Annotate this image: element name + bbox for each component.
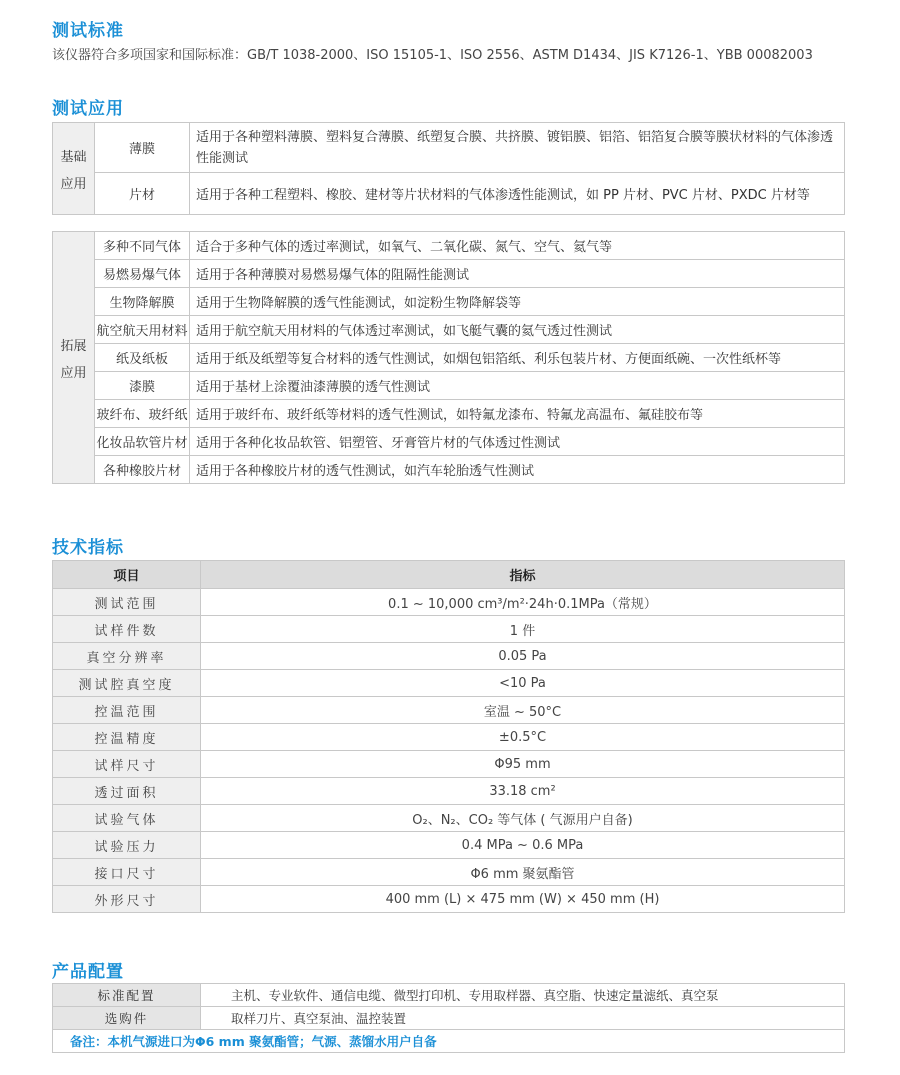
app-name: 纸及纸板 bbox=[95, 344, 190, 372]
app-desc: 适用于基材上涂覆油漆薄膜的透气性测试 bbox=[190, 372, 845, 400]
app-name: 薄膜 bbox=[95, 123, 190, 173]
app-desc: 适用于各种橡胶片材的透气性测试，如汽车轮胎透气性测试 bbox=[190, 456, 845, 484]
spec-value: 室温 ~ 50°C bbox=[201, 697, 845, 724]
app-desc: 适合于多种气体的透过率测试，如氧气、二氧化碳、氮气、空气、氦气等 bbox=[190, 232, 845, 260]
spec-item: 试样件数 bbox=[53, 616, 201, 643]
specs-table bbox=[52, 560, 845, 913]
spec-row bbox=[53, 697, 845, 724]
app-desc: 适用于航空航天用材料的气体透过率测试，如飞艇气囊的氦气透过性测试 bbox=[190, 316, 845, 344]
spec-item: 测试范围 bbox=[53, 589, 201, 616]
spec-row bbox=[53, 859, 845, 886]
config-row bbox=[53, 1007, 845, 1030]
extended-group-label: 拓展 应用 bbox=[53, 232, 95, 484]
spec-value: 0.1 ~ 10,000 cm³/m²·24h·0.1MPa（常规） bbox=[201, 589, 845, 616]
spec-value: Φ95 mm bbox=[201, 751, 845, 778]
extended-row bbox=[53, 456, 845, 484]
config-heading: 产品配置 bbox=[52, 962, 124, 982]
spec-value: 33.18 cm² bbox=[201, 778, 845, 805]
config-note-row bbox=[53, 1030, 845, 1053]
app-name: 易燃易爆气体 bbox=[95, 260, 190, 288]
spec-item: 透过面积 bbox=[53, 778, 201, 805]
app-name: 片材 bbox=[95, 173, 190, 215]
spec-row bbox=[53, 724, 845, 751]
app-name: 多种不同气体 bbox=[95, 232, 190, 260]
app-name: 生物降解膜 bbox=[95, 288, 190, 316]
spec-value: ±0.5°C bbox=[201, 724, 845, 751]
spec-row bbox=[53, 778, 845, 805]
spec-item: 控温精度 bbox=[53, 724, 201, 751]
spec-value: O₂、N₂、CO₂ 等气体 ( 气源用户自备) bbox=[201, 805, 845, 832]
spec-item: 试验气体 bbox=[53, 805, 201, 832]
specs-heading: 技术指标 bbox=[52, 538, 124, 558]
app-name: 化妆品软管片材 bbox=[95, 428, 190, 456]
extended-row bbox=[53, 400, 845, 428]
spec-value: 0.05 Pa bbox=[201, 643, 845, 670]
spec-item: 试验压力 bbox=[53, 832, 201, 859]
app-desc: 适用于各种化妆品软管、铝塑管、牙膏管片材的气体透过性测试 bbox=[190, 428, 845, 456]
config-table bbox=[52, 983, 845, 1053]
extended-row bbox=[53, 232, 845, 260]
spec-value: 0.4 MPa ~ 0.6 MPa bbox=[201, 832, 845, 859]
spec-row bbox=[53, 643, 845, 670]
spec-value: 1 件 bbox=[201, 616, 845, 643]
basic-row bbox=[53, 123, 845, 173]
app-desc: 适用于纸及纸塑等复合材料的透气性测试，如烟包铝箔纸、利乐包装片材、方便面纸碗、一次性纸杯等 bbox=[190, 344, 845, 372]
extended-row bbox=[53, 288, 845, 316]
config-row bbox=[53, 984, 845, 1007]
basic-row bbox=[53, 173, 845, 215]
app-name: 航空航天用材料 bbox=[95, 316, 190, 344]
app-desc: 适用于生物降解膜的透气性能测试，如淀粉生物降解袋等 bbox=[190, 288, 845, 316]
extended-row bbox=[53, 372, 845, 400]
app-name: 玻纤布、玻纤纸 bbox=[95, 400, 190, 428]
spec-value: <10 Pa bbox=[201, 670, 845, 697]
basic-group-label: 基础 应用 bbox=[53, 123, 95, 215]
spec-item: 控温范围 bbox=[53, 697, 201, 724]
spec-row bbox=[53, 616, 845, 643]
spec-value: Φ6 mm 聚氨酯管 bbox=[201, 859, 845, 886]
config-label: 选购件 bbox=[53, 1007, 201, 1030]
standards-text: 该仪器符合多项国家和国际标准：GB/T 1038-2000、ISO 15105-1、ISO 2556、ASTM D1434、JIS K7126-1、YBB 00082003 bbox=[52, 48, 813, 63]
app-desc: 适用于各种工程塑料、橡胶、建材等片状材料的气体渗透性能测试，如 PP 片材、PVC 片材、PXDC 片材等 bbox=[190, 173, 845, 215]
spec-item: 测试腔真空度 bbox=[53, 670, 201, 697]
standards-heading: 测试标准 bbox=[52, 21, 124, 41]
specs-col-value: 指标 bbox=[201, 561, 845, 589]
spec-item: 真空分辨率 bbox=[53, 643, 201, 670]
spec-row bbox=[53, 751, 845, 778]
app-desc: 适用于各种薄膜对易燃易爆气体的阻隔性能测试 bbox=[190, 260, 845, 288]
spec-item: 外形尺寸 bbox=[53, 886, 201, 913]
extended-row bbox=[53, 260, 845, 288]
basic-applications-table bbox=[52, 122, 845, 215]
spec-item: 接口尺寸 bbox=[53, 859, 201, 886]
specs-header-row bbox=[53, 561, 845, 589]
specs-col-item: 项目 bbox=[53, 561, 201, 589]
config-note: 备注：本机气源进口为Φ6 mm 聚氨酯管；气源、蒸馏水用户自备 bbox=[53, 1030, 845, 1053]
spec-row bbox=[53, 805, 845, 832]
spec-row bbox=[53, 589, 845, 616]
extended-row bbox=[53, 316, 845, 344]
config-label: 标准配置 bbox=[53, 984, 201, 1007]
spec-row bbox=[53, 670, 845, 697]
spec-value: 400 mm (L) × 475 mm (W) × 450 mm (H) bbox=[201, 886, 845, 913]
app-name: 各种橡胶片材 bbox=[95, 456, 190, 484]
config-value: 主机、专业软件、通信电缆、微型打印机、专用取样器、真空脂、快速定量滤纸、真空泵 bbox=[201, 984, 845, 1007]
spec-row bbox=[53, 886, 845, 913]
extended-row bbox=[53, 344, 845, 372]
config-value: 取样刀片、真空泵油、温控装置 bbox=[201, 1007, 845, 1030]
app-desc: 适用于各种塑料薄膜、塑料复合薄膜、纸塑复合膜、共挤膜、镀铝膜、铝箔、铝箔复合膜等膜状材料的气体渗透性能测试 bbox=[190, 123, 845, 173]
app-name: 漆膜 bbox=[95, 372, 190, 400]
spec-item: 试样尺寸 bbox=[53, 751, 201, 778]
spec-row bbox=[53, 832, 845, 859]
app-desc: 适用于玻纤布、玻纤纸等材料的透气性测试，如特氟龙漆布、特氟龙高温布、氟硅胶布等 bbox=[190, 400, 845, 428]
extended-row bbox=[53, 428, 845, 456]
applications-heading: 测试应用 bbox=[52, 99, 124, 119]
extended-applications-table bbox=[52, 231, 845, 484]
